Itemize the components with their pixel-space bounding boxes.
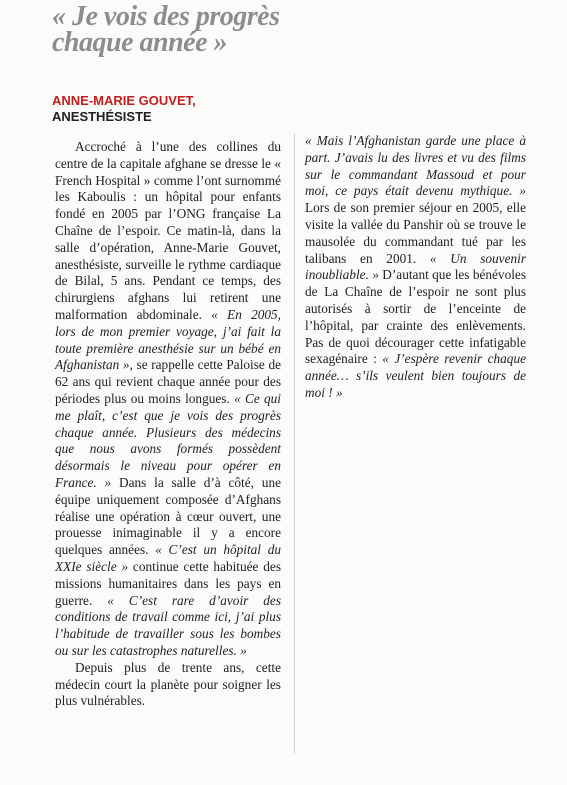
author-name: ANNE-MARIE GOUVET,: [52, 93, 196, 108]
body-text: , se rappelle cette Paloise de 62 ans qui revient chaque année pour des périodes plus ou moins longues.: [55, 357, 281, 406]
quote: « Ce qui me plaît, c’est que je vois des progrès chaque année. Plusieurs des médecins que nous avons formés possèdent désormais le niveau pour opérer en France. »: [55, 390, 282, 490]
quote: « C’est rare d’avoir des conditions de travail comme ici, j’ai plus l’habitude de travailler sous les bombes ou sur les catastrophes naturelles. »: [55, 592, 281, 658]
article-column-right: [305, 133, 526, 402]
quote: « C’est un hôpital du XXIe siècle »: [55, 542, 282, 574]
article-column-left: [55, 139, 281, 710]
quote: « J’espère revenir chaque année… s’ils veulent bien toujours de moi ! »: [305, 351, 526, 400]
quote: « Un souvenir inoubliable. »: [305, 250, 526, 283]
body-text: Lors de son premier séjour en 2005, elle visite la vallée du Panshir où se trouve le mausolée du commandant tué par les talibans en 2001.: [305, 200, 526, 266]
headline: « Je vois des progrès chaque année »: [52, 1, 280, 58]
column-divider: [294, 133, 295, 753]
quote: « Mais l’Afghanistan garde une place à part. J’avais lu des livres et vu des films sur le commandant Massoud et pour moi, ce pays était devenu mythique. »: [305, 133, 526, 199]
body-text: Depuis plus de trente ans, cette médecin court la planète pour soigner les plus vulnérables.: [55, 659, 281, 709]
quote: « En 2005, lors de mon premier voyage, j’ai fait la toute première anesthésie sur un bébé en Afghanistan »: [55, 306, 281, 373]
byline: [52, 93, 196, 125]
article-paragraph: [55, 139, 281, 660]
body-text: continue cette habituée des missions humanitaires dans les pays en guerre.: [55, 558, 281, 608]
article-paragraph: [55, 660, 281, 710]
body-text: D’autant que les bénévoles de La Chaîne de l’espoir ne sont plus autorisés à sortir de l’enceinte de l’hôpital, par crainte des enlèvements. Pas de quoi décourager cette infatigable sexagénaire :: [305, 267, 526, 367]
body-text: Accroché à l’une des collines du centre de la capitale afghane se dresse le « French Hospital » comme l’ont surnommé les Kaboulis : un hôpital pour enfants fondé en 2005 par l’ONG française La Chaîne de l’espoir. Ce matin-là, dans la salle d’opération, Anne-Marie Gouvet, anesthésiste, surveille le rythme cardiaque de Bilal, 5 ans. Pendant ce temps, des chirurgiens afghans lui retirent une malformation abdominale.: [55, 139, 281, 322]
body-text: Dans la salle d’à côté, une équipe uniquement composée d’Afghans réalise une opération à cœur ouvert, une prouesse inimaginable il y a encore quelques années.: [55, 474, 281, 558]
author-role: ANESTHÉSISTE: [52, 109, 152, 124]
article-paragraph: [305, 133, 526, 402]
